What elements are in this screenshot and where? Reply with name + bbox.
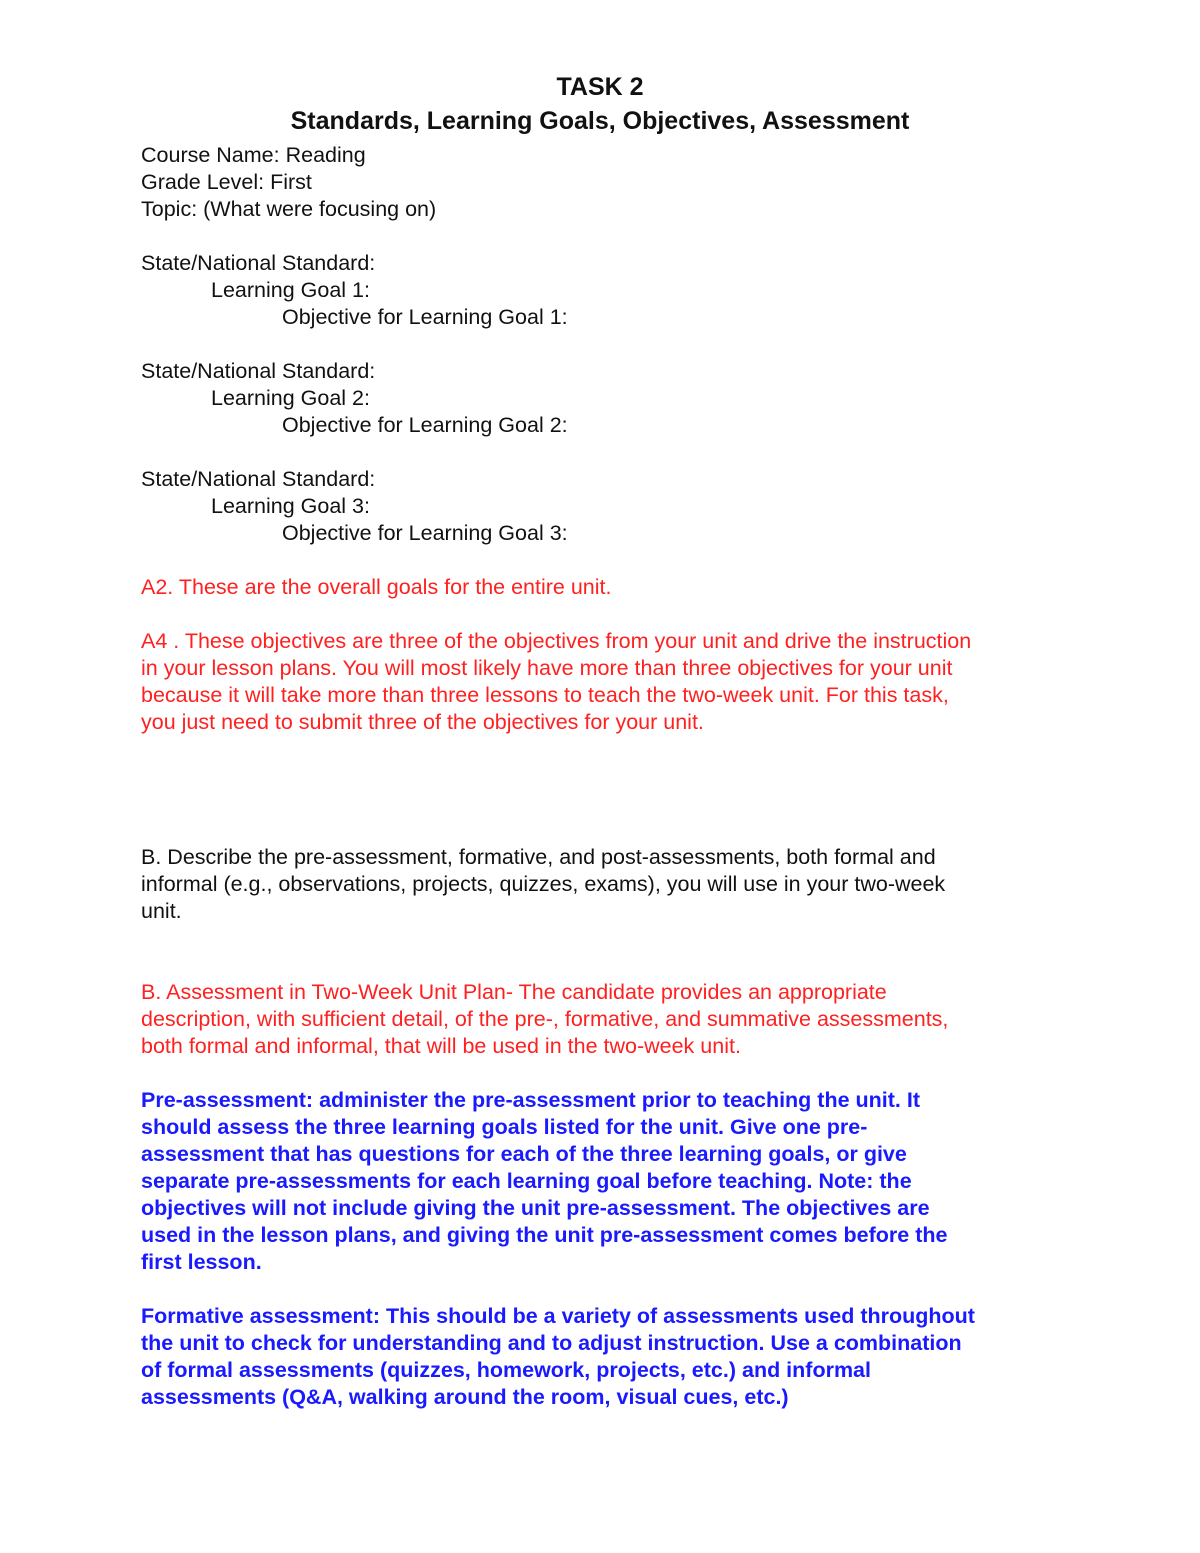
learning-goal-label: Learning Goal 2: (211, 386, 370, 410)
section-b-prompt (141, 844, 1061, 925)
formative-line: assessments (Q&A, walking around the room, visual cues, etc.) (141, 1385, 789, 1409)
section-b-prompt-line: unit. (141, 899, 182, 923)
note-a4 (141, 628, 1061, 736)
standard-block-3 (141, 466, 1061, 547)
note-a4-line: you just need to submit three of the objectives for your unit. (141, 710, 704, 734)
standard-label: State/National Standard: (141, 467, 376, 491)
spacer (141, 763, 1061, 790)
standard-label: State/National Standard: (141, 251, 376, 275)
learning-goal-label: Learning Goal 3: (211, 494, 370, 518)
course-name: Course Name: Reading (141, 143, 366, 167)
pre-assessment-line: should assess the three learning goals listed for the unit. Give one pre- (141, 1115, 868, 1139)
spacer (141, 790, 1061, 817)
standard-block-1 (141, 250, 1061, 331)
spacer (141, 1276, 1061, 1303)
standard-label: State/National Standard: (141, 359, 376, 383)
section-b-prompt-line: informal (e.g., observations, projects, quizzes, exams), you will use in your two-week (141, 872, 946, 896)
document-header (0, 70, 1200, 138)
objective-label: Objective for Learning Goal 2: (282, 413, 568, 437)
pre-assessment-line: objectives will not include giving the unit pre-assessment. The objectives are (141, 1196, 930, 1220)
pre-assessment-line: used in the lesson plans, and giving the unit pre-assessment comes before the (141, 1223, 948, 1247)
pre-assessment-line: Pre-assessment: administer the pre-assessment prior to teaching the unit. It (141, 1088, 920, 1112)
spacer (141, 736, 1061, 763)
note-a4-line: A4 . These objectives are three of the objectives from your unit and drive the instruction (141, 629, 972, 653)
formative-assessment-guidance (141, 1303, 1061, 1411)
pre-assessment-line: separate pre-assessments for each learning goal before teaching. Note: the (141, 1169, 912, 1193)
spacer (141, 1060, 1061, 1087)
formative-line: the unit to check for understanding and to adjust instruction. Use a combination (141, 1331, 962, 1355)
objective-label: Objective for Learning Goal 3: (282, 521, 568, 545)
document-body (141, 142, 1061, 1411)
section-b-rubric (141, 979, 1061, 1060)
pre-assessment-line: first lesson. (141, 1250, 262, 1274)
objective-label: Objective for Learning Goal 1: (282, 305, 568, 329)
spacer (141, 223, 1061, 250)
section-b-rubric-line: B. Assessment in Two-Week Unit Plan- The candidate provides an appropriate (141, 980, 887, 1004)
spacer (141, 925, 1061, 952)
grade-level: Grade Level: First (141, 170, 312, 194)
section-b-prompt-line: B. Describe the pre-assessment, formative, and post-assessments, both formal and (141, 845, 936, 869)
formative-line: of formal assessments (quizzes, homework, projects, etc.) and informal (141, 1358, 871, 1382)
topic: Topic: (What were focusing on) (141, 197, 437, 221)
course-info (141, 142, 1061, 223)
spacer (141, 952, 1061, 979)
spacer (141, 439, 1061, 466)
note-a4-line: in your lesson plans. You will most likely have more than three objectives for your unit (141, 656, 953, 680)
note-a4-line: because it will take more than three lessons to teach the two-week unit. For this task, (141, 683, 949, 707)
pre-assessment-line: assessment that has questions for each of the three learning goals, or give (141, 1142, 907, 1166)
pre-assessment-guidance (141, 1087, 1061, 1276)
section-b-rubric-line: both formal and informal, that will be used in the two-week unit. (141, 1034, 741, 1058)
task-title: TASK 2 (556, 73, 644, 101)
document-subtitle: Standards, Learning Goals, Objectives, Assessment (290, 107, 910, 135)
formative-line: Formative assessment: This should be a variety of assessments used throughout (141, 1304, 975, 1328)
spacer (141, 817, 1061, 844)
section-b-rubric-line: description, with sufficient detail, of the pre-, formative, and summative assessments, (141, 1007, 949, 1031)
learning-goal-label: Learning Goal 1: (211, 278, 370, 302)
spacer (141, 331, 1061, 358)
spacer (141, 547, 1061, 574)
spacer (141, 601, 1061, 628)
standard-block-2 (141, 358, 1061, 439)
note-a2: A2. These are the overall goals for the entire unit. (141, 575, 612, 599)
